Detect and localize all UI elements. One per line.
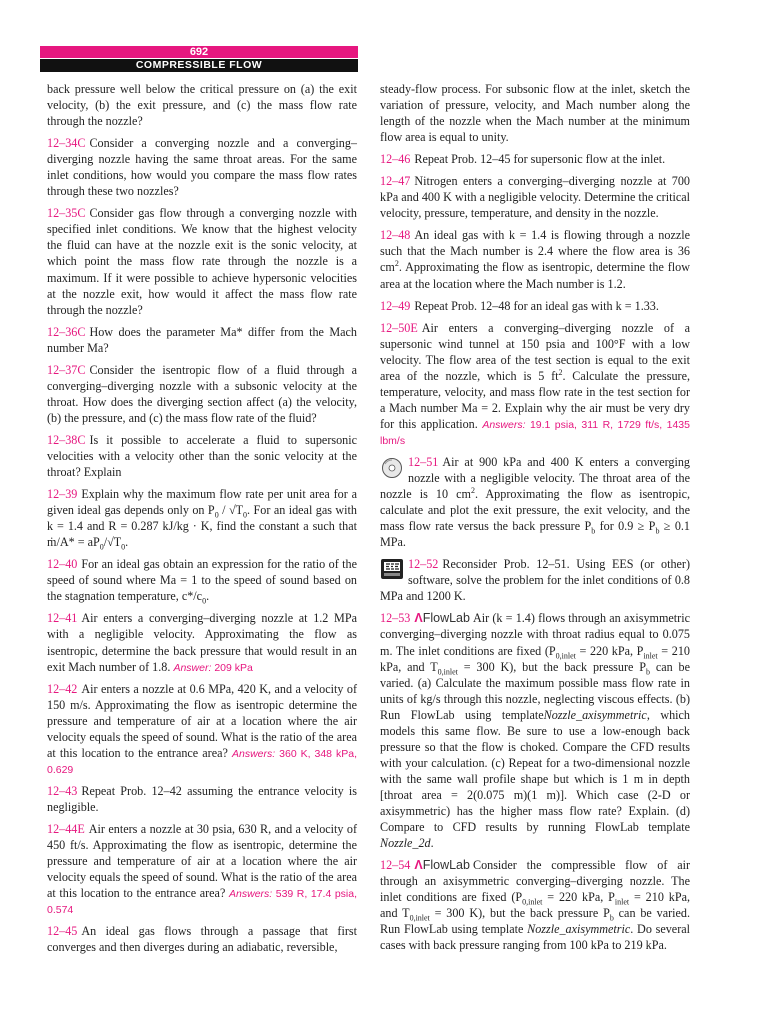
subscript: 0 (214, 510, 219, 520)
answer-label: Answers: (229, 888, 273, 901)
problem-number: 12–53 (380, 611, 411, 626)
problem-text: Explain why the maximum flow rate per unit area for a given ideal gas depends only on P (47, 487, 357, 518)
problem-12-49 (380, 298, 690, 314)
subscript: 0,inlet (437, 666, 458, 676)
superscript: 2 (558, 367, 563, 377)
flowlab-logo-icon (414, 858, 470, 872)
problem-text: Nitrogen enters a converging–diverging nozzle at 700 kPa and 400 K with a negligible velocity. Determine the critical velocity, pressure, temperature, and density in the nozzle. (380, 174, 690, 221)
problem-text: Air enters a converging–diverging nozzle at 1.2 MPa with a negligible velocity. Approximating the flow as isentropic, determine the back pressure that would result in an exit Mach number of 1.8. (47, 611, 357, 674)
problem-text: can be varied. Run FlowLab using template (380, 906, 691, 937)
problem-text: Air enters a nozzle at 30 psia, 630 R, and a velocity of 450 ft/s. Approximating the flow as isentropic, determine the pressure and temperature of air at a location where the air velocity equals the speed of sound. What is the ratio of the area at this location to the entrance area? (47, 821, 357, 901)
subscript: inlet (643, 650, 658, 660)
flowlab-logo-mark: Λ (414, 858, 423, 873)
problem-12-45-continued: steady-flow process. For subsonic flow at the inlet, sketch the variation of pressure, velocity, and Mach number along the length of the nozzle when the Mach number at the minimum flow area is equal to unity. (380, 82, 690, 145)
problem-text: Air at 900 kPa and 400 K enters a converging nozzle with a negligible velocity. The throat area of the nozzle is 10 cm (380, 454, 690, 502)
problem-text: Repeat Prob. 12–48 for an ideal gas with k = 1.33. (414, 298, 659, 313)
answer-value: 209 kPa (214, 661, 253, 674)
answer-label: Answers: (482, 418, 526, 431)
template-name: Nozzle_axisymmetric (543, 707, 647, 722)
problem-text: . Calculate the pressure, temperature, velocity, and mass flow rate in the test section for a Mach number Ma = 2. Explain why the air must be very dry for this application. (380, 368, 690, 431)
problem-number: 12–38C (47, 432, 86, 447)
problem-text: Air (k = 1.4) flows through an axisymmetric converging–diverging nozzle with throat radius equal to 0.075 m. The inlet conditions are fixed (P (380, 611, 690, 658)
subscript: 0,inlet (409, 913, 430, 923)
problem-text: Is it possible to accelerate a fluid to supersonic velocities with a velocity other than the sonic velocity at the throat? Explain (47, 432, 357, 480)
problem-12-34c (47, 135, 357, 199)
problem-12-52 (380, 556, 690, 604)
problem-12-47 (380, 173, 690, 221)
subscript: 0,inlet (555, 650, 576, 660)
problem-text: ≥ 0.1 MPa. (380, 519, 690, 550)
problem-number: 12–50E (380, 320, 418, 335)
problem-text: Reconsider Prob. 12–51. Using EES (or other) software, solve the problem for the inlet conditions of 0.8 MPa and 1200 K. (380, 557, 690, 604)
problem-12-33c-continued: back pressure well below the critical pressure on (a) the exit velocity, (b) the exit pressure, and (c) the mass flow rate through the nozzle? (47, 82, 357, 129)
right-column (380, 81, 690, 959)
problem-number: 12–46 (380, 152, 411, 167)
problem-12-38c (47, 432, 357, 480)
problem-text: . (430, 836, 434, 851)
problem-text: Air enters a nozzle at 0.6 MPa, 420 K, and a velocity of 150 m/s. Approximating the flow as isentropic determine the pressure and temperature of air at a location where the air velocity equals the speed of sound. What is the ratio of the area at this location to the entrance area? (47, 681, 357, 760)
problem-number: 12–40 (47, 557, 78, 572)
problem-text: = 210 kPa, and T (380, 890, 690, 921)
subscript: inlet (614, 897, 630, 907)
problem-12-40 (47, 556, 357, 604)
problem-text: . Approximating the flow as isentropic, calculate and plot the exit pressure, the exit velocity, and the mass flow rate versus the back pressure P (380, 487, 690, 534)
problem-12-48 (380, 227, 690, 291)
problem-text: / √T (218, 503, 244, 518)
answer (173, 662, 252, 674)
ees-software-icon (380, 558, 404, 580)
problem-12-37c (47, 362, 357, 426)
problem-number: 12–37C (47, 362, 86, 377)
problem-12-44e (47, 821, 357, 917)
flowlab-logo-mark: Λ (414, 611, 423, 626)
problem-number: 12–41 (47, 611, 78, 626)
problem-12-46 (380, 151, 690, 167)
problem-number: 12–54 (380, 858, 411, 873)
page-number: 692 (40, 46, 358, 58)
problem-text: Consider the isentropic flow of a fluid through a converging–diverging nozzle with a subsonic velocity at the throat. How does the diverging section affect (a) the velocity, (b) the pressure, and (c) the mass flow rate of the fluid? (47, 362, 357, 425)
problem-text: = 220 kPa, P (542, 890, 615, 905)
problem-text: Consider the compressible flow of air through an axisymmetric converging–diverging nozzle. The inlet conditions are fixed (P (380, 858, 690, 905)
problem-text: = 300 K), but the back pressure P (457, 659, 647, 674)
answer-value: 360 K, 348 kPa, 0.629 (47, 747, 357, 776)
problem-number: 12–36C (47, 324, 86, 339)
flowlab-logo-icon (414, 611, 470, 625)
subscript: 0 (121, 542, 126, 552)
problem-number: 12–49 (380, 298, 411, 313)
problem-text: . Do several cases with back pressure ranging from 100 kPa to 219 kPa. (380, 922, 691, 953)
problem-12-39 (47, 486, 357, 550)
problem-number: 12–43 (47, 783, 78, 798)
superscript: 2 (394, 259, 399, 269)
flowlab-logo-text: Lab (449, 611, 470, 626)
problem-12-51 (380, 454, 690, 550)
problem-12-42 (47, 681, 357, 777)
problem-text: , which models this same flow. Be sure to use a low-enough back pressure so that the flow is choked. Compare the CFD results with your calculation. (c) Repeat for a two-dimensional nozzle with the same wall profile shape but which is 1 m in depth [throat area = 2(0.075 m)(1 m)]. Which case (2-D or axisymmetric) has the higher mass flow rate? Explain. (d) Compare to CFD results by running FlowLab template (380, 707, 690, 835)
template-name: Nozzle_2d (380, 836, 431, 851)
problem-number: 12–34C (47, 136, 86, 151)
cd-disc-icon (380, 456, 404, 478)
problem-number: 12–48 (380, 228, 411, 243)
flowlab-logo-text: Flow (422, 611, 450, 626)
subscript: b (646, 666, 651, 676)
problem-number: 12–42 (47, 681, 78, 696)
problem-number: 12–47 (380, 174, 411, 189)
left-column (47, 81, 357, 961)
problem-12-35c (47, 205, 357, 317)
subscript: b (609, 913, 614, 923)
problem-number: 12–35C (47, 206, 86, 221)
problem-text: /√T (103, 535, 122, 550)
problem-text: = 300 K), but the back pressure P (429, 906, 610, 921)
subscript: 0 (99, 542, 104, 552)
problem-number: 12–51 (408, 454, 439, 469)
answer-value: 19.1 psia, 311 R, 1729 ft/s, 1435 lbm/s (380, 418, 690, 447)
problem-number: 12–45 (47, 924, 78, 939)
answer-label: Answer: (173, 661, 212, 674)
problem-text: Repeat Prob. 12–45 for supersonic flow at the inlet. (414, 152, 666, 167)
problem-text: . (125, 535, 129, 550)
problem-text: = 220 kPa, P (575, 643, 644, 658)
problem-text: An ideal gas flows through a passage that first converges and then diverges during an adiabatic, reversible, (47, 924, 357, 955)
problem-text: Consider a converging nozzle and a converging–diverging nozzle having the same throat areas. For the same inlet conditions, how would you compare the mass flow rates through these two nozzles? (47, 136, 357, 199)
subscript: 0,inlet (522, 897, 543, 907)
template-name: Nozzle_axisymmetric (527, 922, 631, 937)
problem-text: for 0.9 ≥ P (595, 519, 656, 534)
problem-number: 12–39 (47, 487, 78, 502)
problem-text: Air enters a converging–diverging nozzle of a supersonic wind tunnel at 150 psia and 100°F with a low velocity. The flow area of the test section is equal to the exit area of the nozzle, which is 5 ft (380, 320, 690, 383)
problem-text: How does the parameter Ma* differ from the Mach number Ma? (47, 324, 357, 355)
answer-label: Answers: (231, 747, 276, 760)
problem-text: Repeat Prob. 12–42 assuming the entrance velocity is negligible. (47, 783, 357, 814)
section-title: COMPRESSIBLE FLOW (40, 59, 358, 72)
problem-text: An ideal gas with k = 1.4 is flowing through a nozzle such that the Mach number is 2.4 where the flow area is 36 cm (380, 228, 690, 275)
problem-12-53 (380, 610, 690, 851)
problem-text: . (206, 589, 210, 604)
problem-12-43 (47, 783, 357, 815)
flowlab-logo-text: Flow (422, 858, 450, 873)
subscript: 0 (202, 596, 207, 606)
answer-value: 539 R, 17.4 psia, 0.574 (47, 888, 358, 917)
problem-12-50e (380, 320, 690, 448)
problem-number: 12–44E (47, 821, 85, 836)
subscript: b (655, 526, 660, 536)
problem-text: Consider gas flow through a converging nozzle with specified inlet conditions. We know that the highest velocity the fluid can have at the nozzle exit is the sonic velocity, at which point the mass flow rate through the nozzle is a maximum. If it were possible to achieve hypersonic velocities at the nozzle exit, how would it affect the mass flow rate through the nozzle? (47, 206, 357, 317)
problem-12-45 (47, 923, 357, 955)
problem-12-36c (47, 324, 357, 356)
problem-text: = 210 kPa, and T (380, 643, 690, 674)
problem-12-41 (47, 610, 357, 674)
problem-12-54 (380, 857, 690, 953)
problem-text: can be varied. (a) Calculate the maximum possible mass flow rate in units of kg/s through this nozzle, neglecting viscous effects. (b) Run FlowLab using template (380, 659, 691, 722)
problem-text: . For an ideal gas with k = 1.4 and R = 0.287 kJ/kg · K, find the constant a such that ṁ/A* = aP (47, 503, 357, 550)
problem-text: . Approximating the flow as isentropic, determine the flow area at the location where the Mach number is 1.2. (380, 260, 690, 291)
superscript: 2 (470, 486, 475, 496)
subscript: 0 (243, 510, 248, 520)
problem-number: 12–52 (408, 557, 439, 572)
problem-text: For an ideal gas obtain an expression for the ratio of the speed of sound where Ma = 1 to the speed of sound based on the stagnation temperature, c*/c (47, 557, 357, 604)
subscript: b (591, 526, 596, 536)
flowlab-logo-text: Lab (449, 858, 470, 873)
